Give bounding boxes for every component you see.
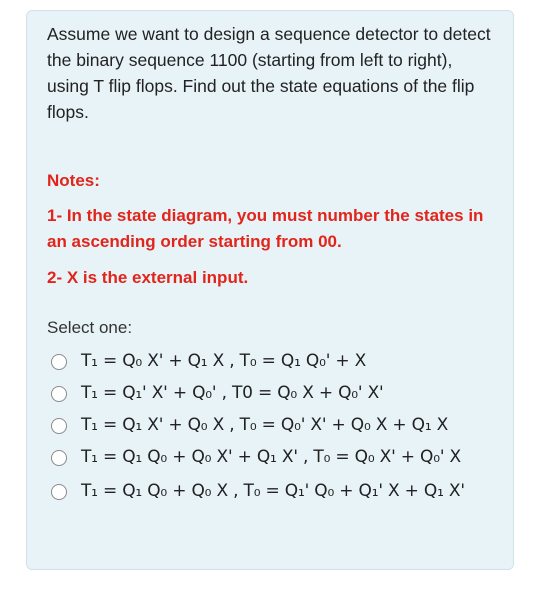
select-one-label: Select one:	[47, 318, 133, 337]
question-card	[26, 10, 514, 570]
note-2: 2- X is the external input.	[47, 268, 249, 287]
option-label: T₁ = Q₁ X' + Q₀ X , T₀ = Q₀' X' + Q₀ X + Q₁ X	[81, 415, 449, 435]
radio-button[interactable]	[51, 386, 67, 402]
option-label: T₁ = Q₁ Q₀ + Q₀ X , T₀ = Q₁' Q₀ + Q₁' X + Q₁ X'	[81, 481, 465, 501]
note-1: 1- In the state diagram, you must number the states in an ascending order starting from 00.	[47, 206, 484, 251]
answer-option-5[interactable]	[51, 480, 481, 502]
answer-option-2[interactable]	[51, 382, 384, 404]
answer-option-4[interactable]	[51, 446, 461, 468]
option-label: T₁ = Q₀ X' + Q₁ X , T₀ = Q₁ Q₀' + X	[81, 351, 367, 371]
option-label: T₁ = Q₁ Q₀ + Q₀ X' + Q₁ X' , T₀ = Q₀ X' + Q₀' X	[81, 447, 461, 467]
radio-button[interactable]	[51, 354, 67, 370]
answer-option-1[interactable]	[51, 350, 366, 372]
answer-option-3[interactable]	[51, 414, 448, 436]
radio-button[interactable]	[51, 484, 67, 500]
question-text: Assume we want to design a sequence detector to detect the binary sequence 1100 (starting from left to right), using T flip flops. Find out the state equations of the flip flops.	[47, 24, 491, 122]
radio-button[interactable]	[51, 418, 67, 434]
radio-button[interactable]	[51, 450, 67, 466]
notes-title: Notes:	[47, 171, 100, 190]
option-label: T₁ = Q₁' X' + Q₀' , T0 = Q₀ X + Q₀' X'	[81, 383, 384, 403]
